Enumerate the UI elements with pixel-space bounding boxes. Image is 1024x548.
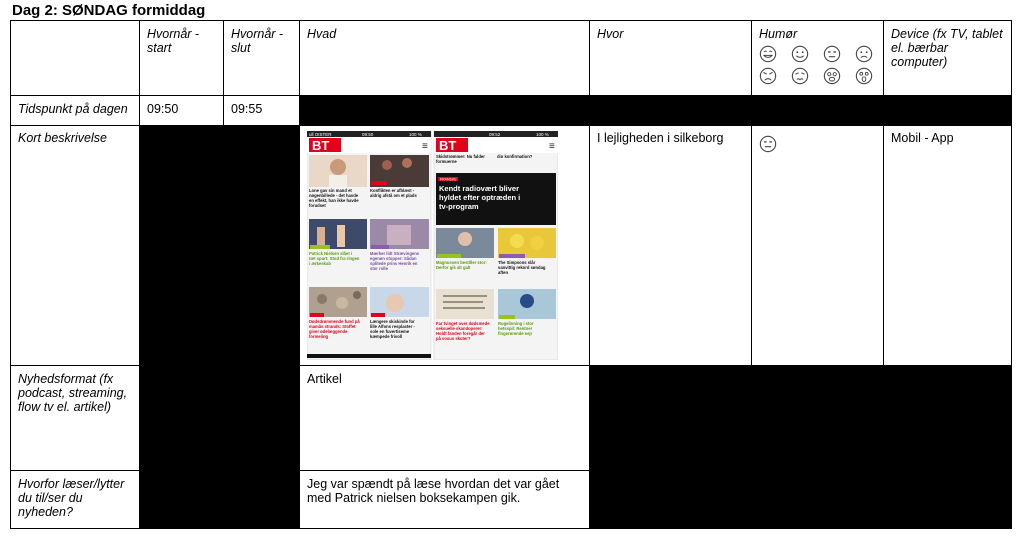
right-phone-screen — [434, 131, 558, 360]
smile-icon — [791, 45, 809, 63]
status-battery: 100 % — [409, 132, 422, 137]
happy-wink-icon — [759, 45, 777, 63]
angry-icon — [759, 67, 777, 85]
bt-logo: BT — [439, 138, 457, 153]
blacked-out-cell — [590, 366, 1012, 529]
headline: Mærker lidt Strævingens egenøn stopper: Sådan splitede prins Henrik en stor rolle — [370, 251, 420, 272]
headline: Skidstrømmer: Nu falder formuerne — [436, 154, 485, 165]
time-start-value: 09:50 — [140, 96, 224, 126]
header-row — [11, 21, 1012, 96]
sad-icon — [855, 45, 873, 63]
header-where: Hvor — [590, 21, 752, 96]
headline: Konflikten er afblæst -aldrig afstå om et plads — [370, 188, 417, 199]
time-end-value: 09:55 — [224, 96, 300, 126]
corner-cell — [11, 21, 140, 96]
headline: The Simpsons slår vanvittig rekord søndag aften — [498, 260, 546, 276]
news-app-screenshot — [307, 131, 558, 360]
header-end: Hvornår - slut — [224, 21, 300, 96]
left-phone-screen — [307, 131, 431, 360]
page-title: Dag 2: SØNDAG formiddag — [12, 2, 206, 19]
hero-tag: FRANSKE — [440, 177, 457, 182]
blacked-out-cell — [300, 96, 1012, 126]
header-start: Hvornår - start — [140, 21, 224, 96]
reason-label: Hvorfor læser/lytter du til/ser du nyheden? — [11, 471, 140, 529]
news-screenshot-cell — [300, 126, 590, 366]
format-label: Nyhedsformat (fx podcast, streaming, flow tv el. artikel) — [11, 366, 140, 471]
blacked-out-cell — [140, 126, 224, 529]
header-mood-label: Humør — [759, 27, 798, 41]
headline: Patrick Nielsen slået i tæt spurt: Stod fra ringen i ærkeskab — [309, 251, 360, 267]
neutral-icon — [759, 135, 777, 153]
time-label: Tidspunkt på dagen — [11, 96, 140, 126]
shocked-icon — [855, 67, 873, 85]
mood-scale — [759, 45, 876, 85]
worried-icon — [791, 67, 809, 85]
description-label: Kort beskrivelse — [11, 126, 140, 366]
surprised-icon — [823, 67, 841, 85]
reason-value: Jeg var spændt på læse hvordan det var gået med Patrick nielsen boksekampen gik. — [300, 471, 590, 529]
description-row — [11, 126, 1012, 366]
header-mood — [752, 21, 884, 96]
status-time: 09:52 — [489, 132, 501, 137]
device-value: Mobil - App — [884, 126, 1012, 366]
headline: Magnussen bestiller stor: Derfor gik alt galt — [436, 260, 487, 271]
status-time: 09:50 — [362, 132, 374, 137]
where-value: I lejligheden i silkeborg — [590, 126, 752, 366]
headline: Længere skiskinde for lille Alfons resplaster -sole en fuvertiseme kæmpede frivoll — [370, 319, 415, 340]
format-value: Artikel — [300, 366, 590, 471]
hero-headline: Kendt radiovært bliver hyldet efter optræden i tv-program — [439, 184, 521, 211]
status-carrier: ull OISTER — [309, 132, 332, 137]
headline: din konfirmation? — [497, 154, 533, 159]
neutral-icon — [823, 45, 841, 63]
status-battery: 100 % — [536, 132, 549, 137]
header-what: Hvad — [300, 21, 590, 96]
headline: Far tvinget over dødsmede seksuelle skandoperer: Holdt fanden foregår der på voxus skuter? — [436, 321, 490, 342]
bt-logo: BT — [312, 138, 330, 153]
mood-value-cell — [752, 126, 884, 366]
headline: Rugelinning i stor hetsspil: Rentner fingerørende sejr — [498, 321, 534, 337]
time-row — [11, 96, 1012, 126]
diary-table — [10, 20, 1012, 529]
headline: Dødsdrømmende fund på mamås strands: Stoffet giver ødelæggende formeling — [309, 319, 360, 340]
header-device: Device (fx TV, tablet el. bærbar computer) — [884, 21, 1012, 96]
menu-icon: ≡ — [549, 141, 555, 152]
blacked-out-cell — [224, 126, 300, 529]
headline: Lone gav sin mand et nøgenbillede - det havde en effekt, han ikke havde forudset — [309, 188, 359, 209]
menu-icon: ≡ — [422, 141, 428, 152]
